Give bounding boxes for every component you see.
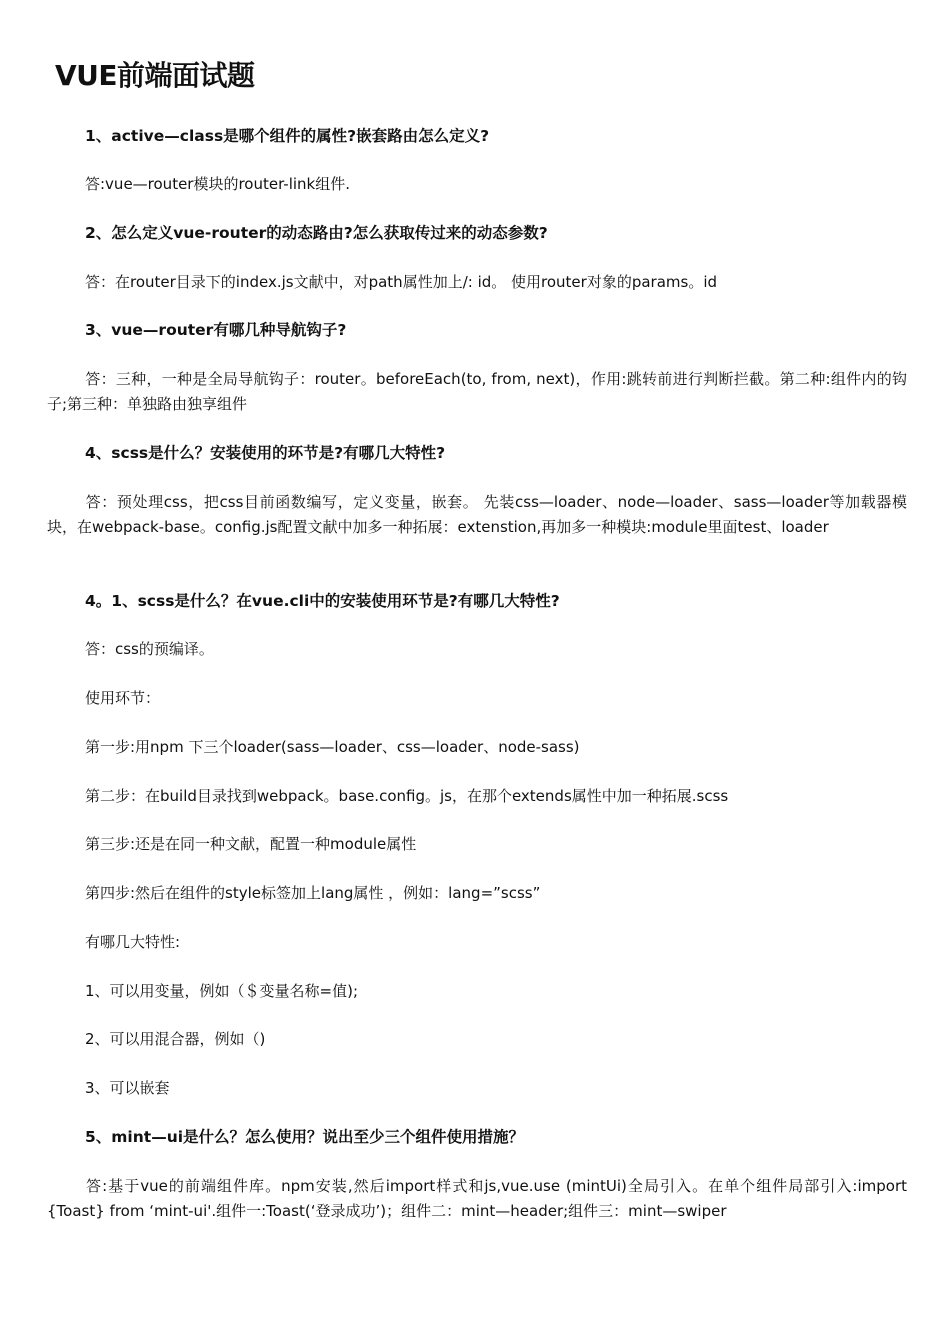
answer-2: 答：在router目录下的index.js文献中，对path属性加上/: id。 使用router对象的params。id xyxy=(85,273,718,291)
step-2: 第二步：在build目录找到webpack。base.config。js，在那个extends属性中加一种拓展.scss xyxy=(85,787,729,805)
question-4: 4、scss是什么？安装使用的环节是?有哪几大特性? xyxy=(85,444,446,462)
question-1: 1、active—class是哪个组件的属性?嵌套路由怎么定义? xyxy=(85,127,490,145)
answer-4-1: 答：css的预编译。 xyxy=(85,640,214,658)
question-2: 2、怎么定义vue-router的动态路由?怎么获取传过来的动态参数? xyxy=(85,224,548,242)
answer-3-text: 答：三种，一种是全局导航钩子：router。beforeEach(to, from, next)，作用:跳转前进行判断拦截。第二种:组件内的钩子;第三种：单独路由独享组件 xyxy=(47,370,907,413)
answer-1: 答:vue—router模块的router-link组件. xyxy=(85,175,351,193)
question-5: 5、mint—ui是什么？怎么使用？说出至少三个组件使用措施？ xyxy=(85,1128,525,1146)
step-3: 第三步:还是在同一种文献，配置一种module属性 xyxy=(85,835,417,853)
answer-5 xyxy=(47,1174,907,1224)
steps-label: 使用环节： xyxy=(85,689,161,707)
answer-4-text: 答：预处理css，把css目前函数编写，定义变量，嵌套。 先装css—loader、node—loader、sass—loader等加载器模块，在webpack-base。config.js配置文献中加多一种拓展：extenstion,再加多一种模块:module里面test、loader xyxy=(47,493,907,536)
step-1: 第一步:用npm 下三个loader(sass—loader、css—loader、node-sass) xyxy=(85,738,580,756)
feature-1: 1、可以用变量，例如（＄变量名称=值); xyxy=(85,982,359,1000)
answer-5-text: 答:基于vue的前端组件库。npm安装,然后import样式和js,vue.use (mintUi)全局引入。在单个组件局部引入:import {Toast} from ‘mint-ui'.组件一:Toast(‘登录成功’)；组件二：mint—header;组件三：mint—swiper xyxy=(47,1177,907,1220)
feature-3: 3、可以嵌套 xyxy=(85,1079,170,1097)
answer-4 xyxy=(47,490,907,540)
feature-2: 2、可以用混合器，例如（) xyxy=(85,1030,266,1048)
question-3: 3、vue—router有哪几种导航钩子? xyxy=(85,321,347,339)
step-4: 第四步:然后在组件的style标签加上lang属性 ，例如：lang=”scss” xyxy=(85,884,541,902)
question-4-1: 4。1、scss是什么？在vue.cli中的安装使用环节是?有哪几大特性? xyxy=(85,592,560,610)
answer-3 xyxy=(47,367,907,417)
page-title: VUE前端面试题 xyxy=(55,59,255,92)
features-label: 有哪几大特性: xyxy=(85,933,181,951)
